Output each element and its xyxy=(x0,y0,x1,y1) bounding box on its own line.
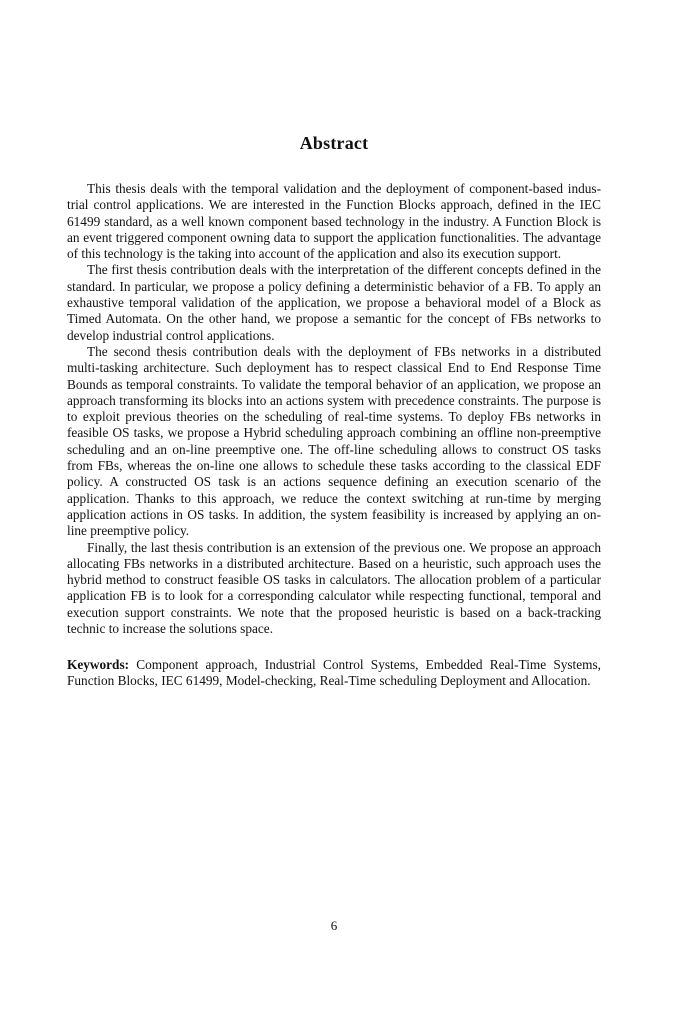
keywords-list: Component approach, Industrial Control Systems, Embedded Real-Time Systems, Function Blocks, IEC 61499, Model-checking, Real-Time scheduling Deployment and Allocation. xyxy=(67,657,601,689)
abstract-paragraph-4: Finally, the last thesis contribution is an extension of the previous one. We propose an approach allocating FBs networks in a distributed architecture. Based on a heuristic, such approach uses the hybrid method to construct feasible OS tasks in calculators. The allocation problem of a particular application FB is to look for a corresponding calculator while respecting functional, temporal and execution support constraints. We note that the proposed heuristic is based on a back-tracking technic to increase the solutions space. xyxy=(67,539,601,637)
abstract-paragraph-3: The second thesis contribution deals with the deployment of FBs networks in a distributed multi-tasking architecture. Such deployment has to respect classical End to End Response Time Bounds as temporal constraints. To validate the temporal behavior of an application, we propose an approach transforming its blocks into an actions system with precedence constraints. The purpose is to exploit previous theories on the scheduling of real-time systems. To deploy FBs networks in feasible OS tasks, we propose a Hybrid scheduling approach combining an offline non-preemptive scheduling and an on-line preemptive one. The off-line scheduling allows to construct OS tasks from FBs, whereas the on-line one allows to schedule these tasks according to the classical EDF policy. A constructed OS task is an actions sequence defining an execution scenario of the application. Thanks to this approach, we reduce the context switching at run-time by merging application actions in OS tasks. In addition, the system feasibility is increased by applying an on-line preemptive policy. xyxy=(67,343,601,539)
abstract-title: Abstract xyxy=(299,133,369,153)
keywords-section xyxy=(67,657,601,690)
abstract-paragraph-2: The first thesis contribution deals with the interpretation of the different concepts defined in the standard. In particular, we propose a policy defining a deterministic behavior of a FB. To apply an exhaustive temporal validation of the application, we propose a behavioral model of a Block as Timed Automata. On the other hand, we propose a semantic for the concept of FBs networks to develop industrial control applications. xyxy=(67,262,601,343)
keywords-label: Keywords: xyxy=(67,657,130,672)
page-number: 6 xyxy=(330,918,338,933)
abstract-body xyxy=(67,181,601,637)
abstract-paragraph-1: This thesis deals with the temporal validation and the deployment of component-based industrial control applications. We are interested in the Function Blocks approach, defined in the IEC 61499 standard, as a well known component based technology in the industry. A Function Block is an event triggered component owning data to support the application functionalities. The advantage of this technology is the taking into account of the application and also its execution support. xyxy=(67,181,601,262)
